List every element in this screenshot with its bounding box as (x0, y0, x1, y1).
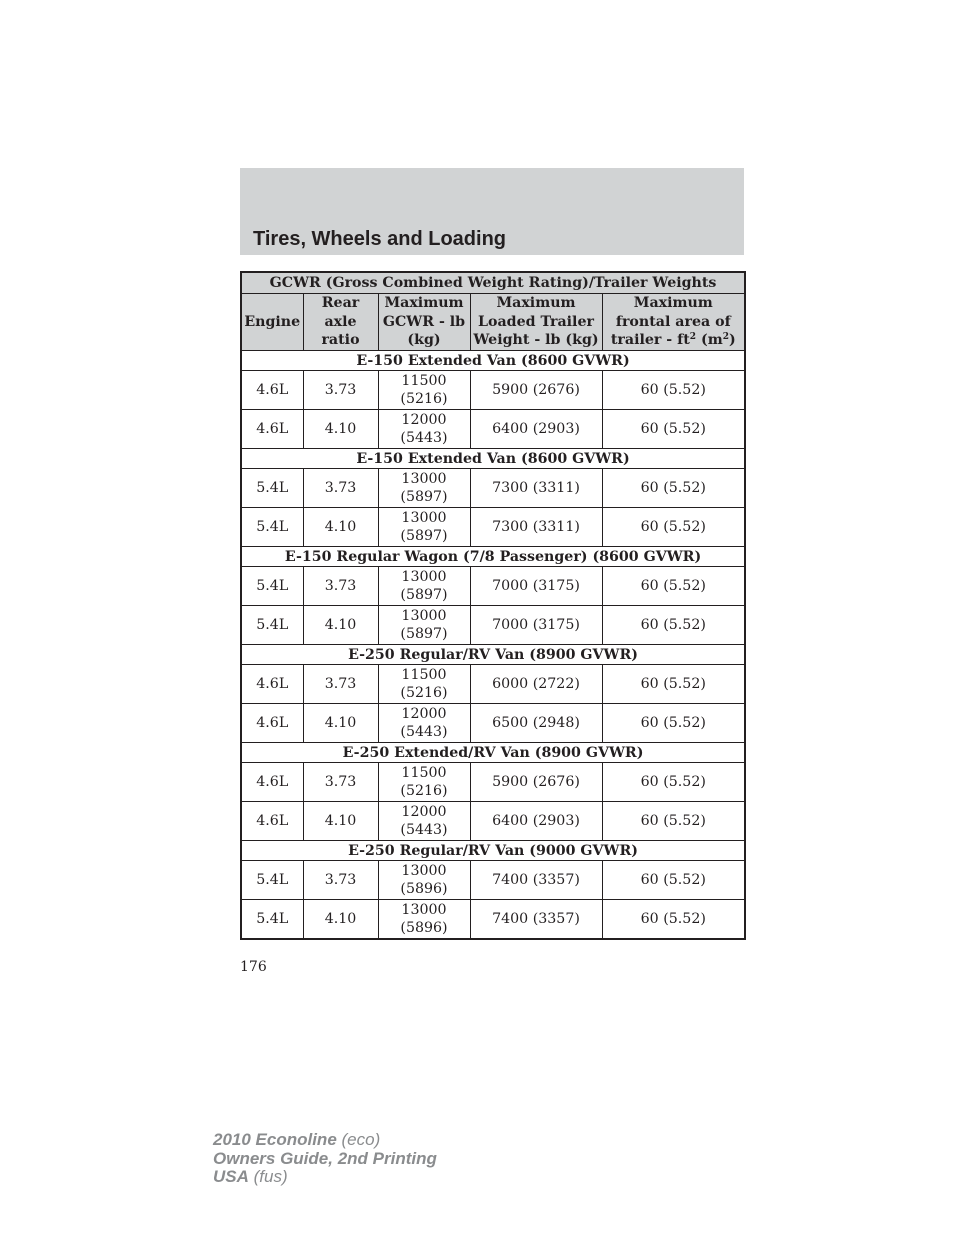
gcwr-kg-value: (5896) (400, 881, 448, 897)
cell-axle-ratio: 4.10 (303, 606, 378, 645)
page-number: 176 (240, 959, 267, 975)
cell-axle-ratio: 4.10 (303, 802, 378, 841)
cell-engine: 4.6L (241, 410, 303, 449)
cell-max-frontal-area: 60 (5.52) (602, 508, 745, 547)
cell-axle-ratio: 3.73 (303, 861, 378, 900)
table-row (241, 469, 745, 508)
cell-engine: 4.6L (241, 665, 303, 704)
section-title: Tires, Wheels and Loading (253, 228, 507, 250)
cell-axle-ratio: 4.10 (303, 410, 378, 449)
cell-max-frontal-area: 60 (5.52) (602, 704, 745, 743)
cell-max-frontal-area: 60 (5.52) (602, 802, 745, 841)
cell-max-frontal-area: 60 (5.52) (602, 900, 745, 940)
table-row (241, 861, 745, 900)
gcwr-kg-value: (5216) (400, 685, 448, 701)
cell-max-trailer-weight: 5900 (2676) (470, 371, 602, 410)
cell-max-gcwr (378, 802, 470, 841)
cell-axle-ratio: 3.73 (303, 665, 378, 704)
cell-max-gcwr (378, 665, 470, 704)
cell-engine: 5.4L (241, 567, 303, 606)
cell-max-trailer-weight: 7400 (3357) (470, 900, 602, 940)
group-label: E-250 Regular/RV Van (9000 GVWR) (241, 841, 745, 861)
group-label: E-150 Extended Van (8600 GVWR) (241, 449, 745, 469)
gcwr-kg-value: (5216) (400, 783, 448, 799)
cell-engine: 5.4L (241, 900, 303, 940)
cell-max-frontal-area: 60 (5.52) (602, 665, 745, 704)
cell-max-trailer-weight: 5900 (2676) (470, 763, 602, 802)
gcwr-lb-value: 13000 (401, 863, 447, 879)
gcwr-lb-value: 13000 (401, 569, 447, 585)
cell-engine: 5.4L (241, 469, 303, 508)
group-header-row (241, 547, 745, 567)
cell-max-gcwr (378, 371, 470, 410)
section-header-band (240, 168, 744, 255)
header-max-frontal-area: Maximum frontal area of trailer - $ft^2$ $(m^2)$ (602, 294, 745, 351)
cell-engine: 5.4L (241, 606, 303, 645)
cell-max-trailer-weight: 7000 (3175) (470, 567, 602, 606)
group-label: E-250 Regular/RV Van (8900 GVWR) (241, 645, 745, 665)
header-max-gcwr: Maximum GCWR - lb (kg) (378, 294, 470, 351)
cell-max-frontal-area: 60 (5.52) (602, 567, 745, 606)
table-title: GCWR (Gross Combined Weight Rating)/Trailer Weights (241, 272, 745, 294)
cell-max-gcwr (378, 606, 470, 645)
cell-axle-ratio: 4.10 (303, 704, 378, 743)
cell-max-gcwr (378, 469, 470, 508)
cell-max-trailer-weight: 6500 (2948) (470, 704, 602, 743)
header-rear-axle-ratio: Rear axle ratio (303, 294, 378, 351)
group-label: E-150 Extended Van (8600 GVWR) (241, 351, 745, 371)
group-header-row (241, 841, 745, 861)
gcwr-lb-value: 11500 (401, 667, 447, 683)
cell-max-trailer-weight: 7300 (3311) (470, 469, 602, 508)
cell-max-trailer-weight: 6000 (2722) (470, 665, 602, 704)
cell-engine: 4.6L (241, 371, 303, 410)
gcwr-kg-value: (5897) (400, 489, 448, 505)
table-row (241, 665, 745, 704)
gcwr-kg-value: (5443) (400, 822, 448, 838)
cell-max-trailer-weight: 6400 (2903) (470, 802, 602, 841)
table-row (241, 704, 745, 743)
table-row (241, 802, 745, 841)
table-row (241, 763, 745, 802)
gcwr-kg-value: (5897) (400, 626, 448, 642)
gcwr-lb-value: 12000 (401, 412, 447, 428)
table-row (241, 371, 745, 410)
footer-line-3: USA (fus) (213, 1167, 288, 1186)
gcwr-lb-value: 11500 (401, 373, 447, 389)
cell-axle-ratio: 4.10 (303, 900, 378, 940)
gcwr-lb-value: 13000 (401, 510, 447, 526)
gcwr-trailer-weights-table (240, 271, 746, 940)
cell-engine: 4.6L (241, 763, 303, 802)
cell-max-trailer-weight: 6400 (2903) (470, 410, 602, 449)
cell-axle-ratio: 3.73 (303, 371, 378, 410)
gcwr-kg-value: (5897) (400, 587, 448, 603)
gcwr-lb-value: 12000 (401, 706, 447, 722)
gcwr-kg-value: (5896) (400, 920, 448, 936)
cell-max-gcwr (378, 763, 470, 802)
table-row (241, 606, 745, 645)
cell-engine: 4.6L (241, 802, 303, 841)
group-header-row (241, 449, 745, 469)
table-title-row (241, 272, 745, 294)
cell-max-frontal-area: 60 (5.52) (602, 410, 745, 449)
group-header-row (241, 351, 745, 371)
table-row (241, 508, 745, 547)
group-header-row (241, 645, 745, 665)
table-row (241, 567, 745, 606)
gcwr-kg-value: (5897) (400, 528, 448, 544)
gcwr-kg-value: (5216) (400, 391, 448, 407)
cell-axle-ratio: 4.10 (303, 508, 378, 547)
cell-max-gcwr (378, 900, 470, 940)
column-header-row (241, 294, 745, 351)
cell-axle-ratio: 3.73 (303, 469, 378, 508)
gcwr-lb-value: 11500 (401, 765, 447, 781)
group-header-row (241, 743, 745, 763)
footer-line-1: 2010 Econoline (eco) (213, 1130, 381, 1149)
cell-axle-ratio: 3.73 (303, 567, 378, 606)
gcwr-kg-value: (5443) (400, 430, 448, 446)
footer-line-2: Owners Guide, 2nd Printing (213, 1148, 437, 1168)
table-row (241, 900, 745, 940)
table-body (241, 351, 745, 940)
header-max-loaded-trailer-weight: Maximum Loaded Trailer Weight - lb (kg) (470, 294, 602, 351)
cell-max-gcwr (378, 567, 470, 606)
cell-max-frontal-area: 60 (5.52) (602, 371, 745, 410)
cell-max-gcwr (378, 410, 470, 449)
cell-engine: 4.6L (241, 704, 303, 743)
group-label: E-150 Regular Wagon (7/8 Passenger) (8600 GVWR) (241, 547, 745, 567)
cell-max-trailer-weight: 7000 (3175) (470, 606, 602, 645)
cell-max-frontal-area: 60 (5.52) (602, 469, 745, 508)
gcwr-lb-value: 13000 (401, 902, 447, 918)
group-label: E-250 Extended/RV Van (8900 GVWR) (241, 743, 745, 763)
cell-engine: 5.4L (241, 508, 303, 547)
cell-max-frontal-area: 60 (5.52) (602, 861, 745, 900)
cell-axle-ratio: 3.73 (303, 763, 378, 802)
gcwr-lb-value: 12000 (401, 804, 447, 820)
gcwr-lb-value: 13000 (401, 471, 447, 487)
header-engine: Engine (241, 294, 303, 351)
cell-engine: 5.4L (241, 861, 303, 900)
cell-max-gcwr (378, 704, 470, 743)
cell-max-gcwr (378, 508, 470, 547)
cell-max-trailer-weight: 7400 (3357) (470, 861, 602, 900)
cell-max-gcwr (378, 861, 470, 900)
table-row (241, 410, 745, 449)
cell-max-trailer-weight: 7300 (3311) (470, 508, 602, 547)
cell-max-frontal-area: 60 (5.52) (602, 763, 745, 802)
document-footer (213, 1131, 437, 1187)
gcwr-lb-value: 13000 (401, 608, 447, 624)
cell-max-frontal-area: 60 (5.52) (602, 606, 745, 645)
gcwr-kg-value: (5443) (400, 724, 448, 740)
